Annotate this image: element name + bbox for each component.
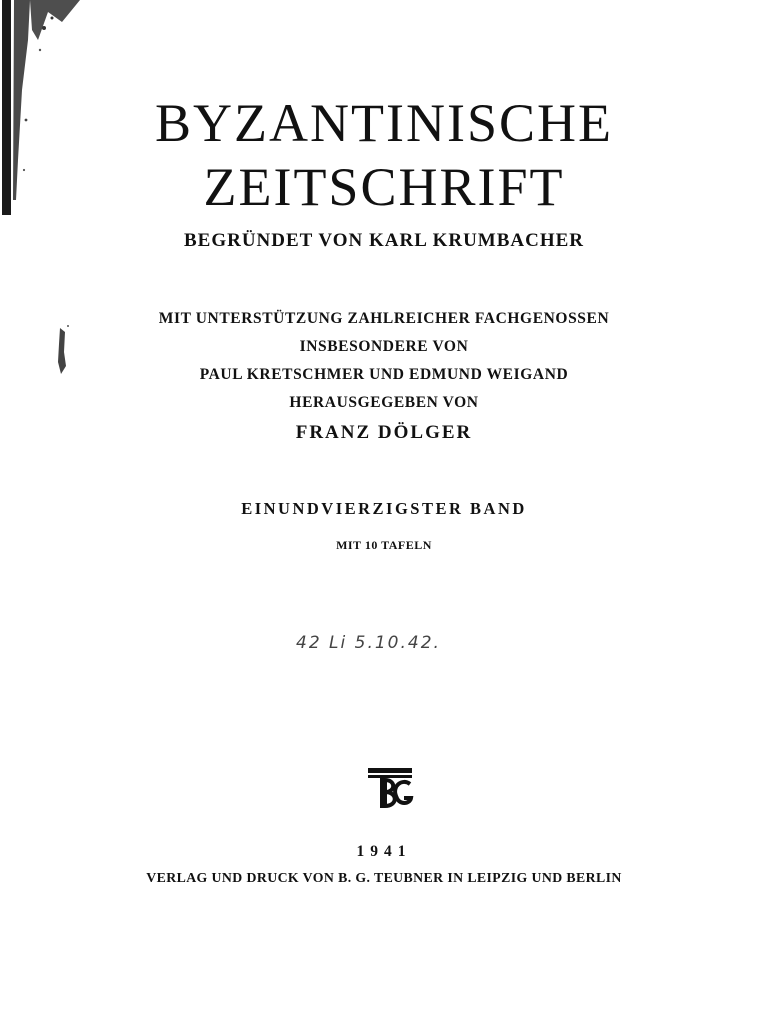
- publisher-line: VERLAG UND DRUCK VON B. G. TEUBNER IN LEIPZIG UND BERLIN: [146, 870, 622, 885]
- title-line-2: ZEITSCHRIFT: [203, 157, 565, 217]
- title-line-1: BYZANTINISCHE: [155, 93, 613, 153]
- support-line-4: HERAUSGEGEBEN VON: [289, 394, 479, 411]
- plates-label: MIT 10 TAFELN: [336, 538, 432, 552]
- handwritten-note: 42 Li 5.10.42.: [296, 633, 441, 653]
- founder-line: BEGRÜNDET VON KARL KRUMBACHER: [183, 230, 585, 251]
- support-line-2: INSBESONDERE VON: [299, 338, 469, 355]
- volume-label: EINUNDVIERZIGSTER BAND: [241, 499, 527, 518]
- teubner-bg-monogram-icon: [366, 766, 414, 810]
- editor-name: FRANZ DÖLGER: [295, 422, 473, 443]
- publication-year: 1941: [356, 843, 412, 860]
- support-line-3: PAUL KRETSCHMER UND EDMUND WEIGAND: [199, 366, 569, 383]
- support-line-1: MIT UNTERSTÜTZUNG ZAHLREICHER FACHGENOSSEN: [158, 310, 610, 327]
